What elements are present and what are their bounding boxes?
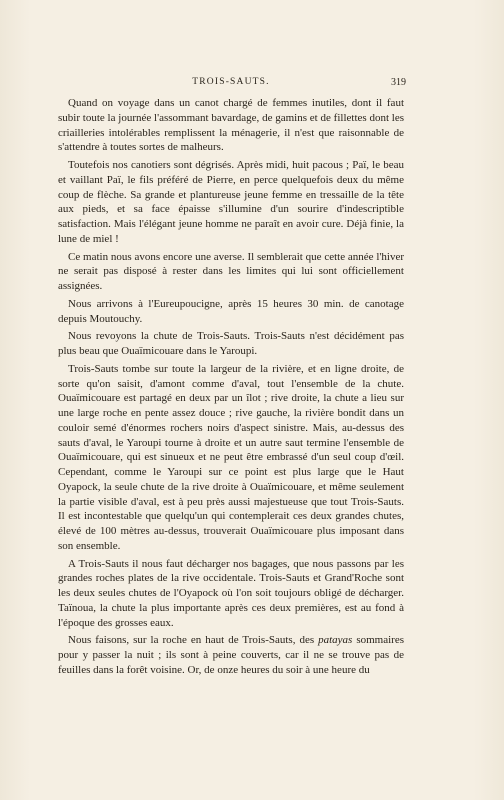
paragraph: Quand on voyage dans un canot chargé de femmes inutiles, dont il faut subir toute la journée l'assommant bavardage, de gamins et de fillettes dont les criailleries intolérables remplissent la ménagerie, il n'est que raisonnable de s'attendre à toutes sortes de malheurs. — [58, 97, 404, 154]
paragraph — [58, 633, 404, 677]
paragraph: Ce matin nous avons encore une averse. Il semblerait que cette année l'hiver ne serait pas disposé à rester dans les limites qui lui sont officiellement assignées. — [58, 250, 404, 292]
italic-term: patayas — [318, 634, 353, 647]
paragraph-text: sommaires pour y passer la nuit ; ils sont à peine couverts, car il ne se trouve pas de feuilles dans la forêt voisine. Or, de onze heures du soir à une heure du — [58, 634, 404, 676]
page-number: 319 — [391, 77, 406, 88]
running-title: TROIS-SAUTS. — [192, 77, 270, 87]
paragraph-text: Nous faisons, sur la roche en haut de Trois-Sauts, des — [68, 634, 319, 647]
paragraph: Nous revoyons la chute de Trois-Sauts. Trois-Sauts n'est décidément pas plus beau que Ouaïmicouare dans le Yaroupi. — [58, 330, 404, 357]
page-body — [58, 96, 404, 681]
paragraph: Trois-Sauts tombe sur toute la largeur de la rivière, et en ligne droite, de sorte qu'on saisit, d'amont comme d'aval, tout l'ensemble de la chute. Ouaïmicouare est partagé en deux par un îlot ; rive droite, la chute a lieu sur une large roche en pente assez douce ; rive gauche, la rivière bondit dans un couloir semé d'énormes rochers noirs d'aspect sinistre. Mais, au-dessus des sauts d'aval, le Yaroupi tourne à droite et un autre saut termine l'ensemble de Ouaïmicouare, qui est sinueux et ne peut être embrassé d'un seul coup d'œil. Cependant, comme le Yaroupi sur ce point est plus large que le Haut Oyapock, la seule chute de la rive droite à Ouaïmicouare, et même seulement la partie visible d'aval, est à peu près aussi majestueuse que tout Trois-Sauts. Il est incontestable que quelqu'un qui contemplerait ces deux grandes chutes, élevé de 100 mètres au-dessus, trouverait Ouaïmicouare plus imposant dans son ensemble. — [58, 362, 404, 552]
paragraph: A Trois-Sauts il nous faut décharger nos bagages, que nous passons par les grandes roches plates de la rive occidentale. Trois-Sauts et Grand'Roche sont les deux seules chutes de l'Oyapock où l'on soit toujours obligé de décharger. Taïnoua, la chute la plus importante après ces deux premières, est au fond à l'époque des grosses eaux. — [58, 557, 404, 629]
page-header — [58, 77, 404, 91]
paragraph: Toutefois nos canotiers sont dégrisés. Après midi, huit pacous ; Paï, le beau et vaillant Paï, le fils préféré de Pierre, en perce quelquefois deux du même coup de flèche. Sa grande et plantureuse jeune femme en tressaille de la tête aux pieds, et sa face épaisse s'illumine d'un sourire d'indescriptible satisfaction. Mais l'élégant jeune homme ne paraît en avoir cure. Déjà finie, la lune de miel ! — [58, 159, 404, 245]
paragraph: Nous arrivons à l'Eureupoucigne, après 15 heures 30 min. de canotage depuis Moutouchy. — [58, 297, 404, 325]
